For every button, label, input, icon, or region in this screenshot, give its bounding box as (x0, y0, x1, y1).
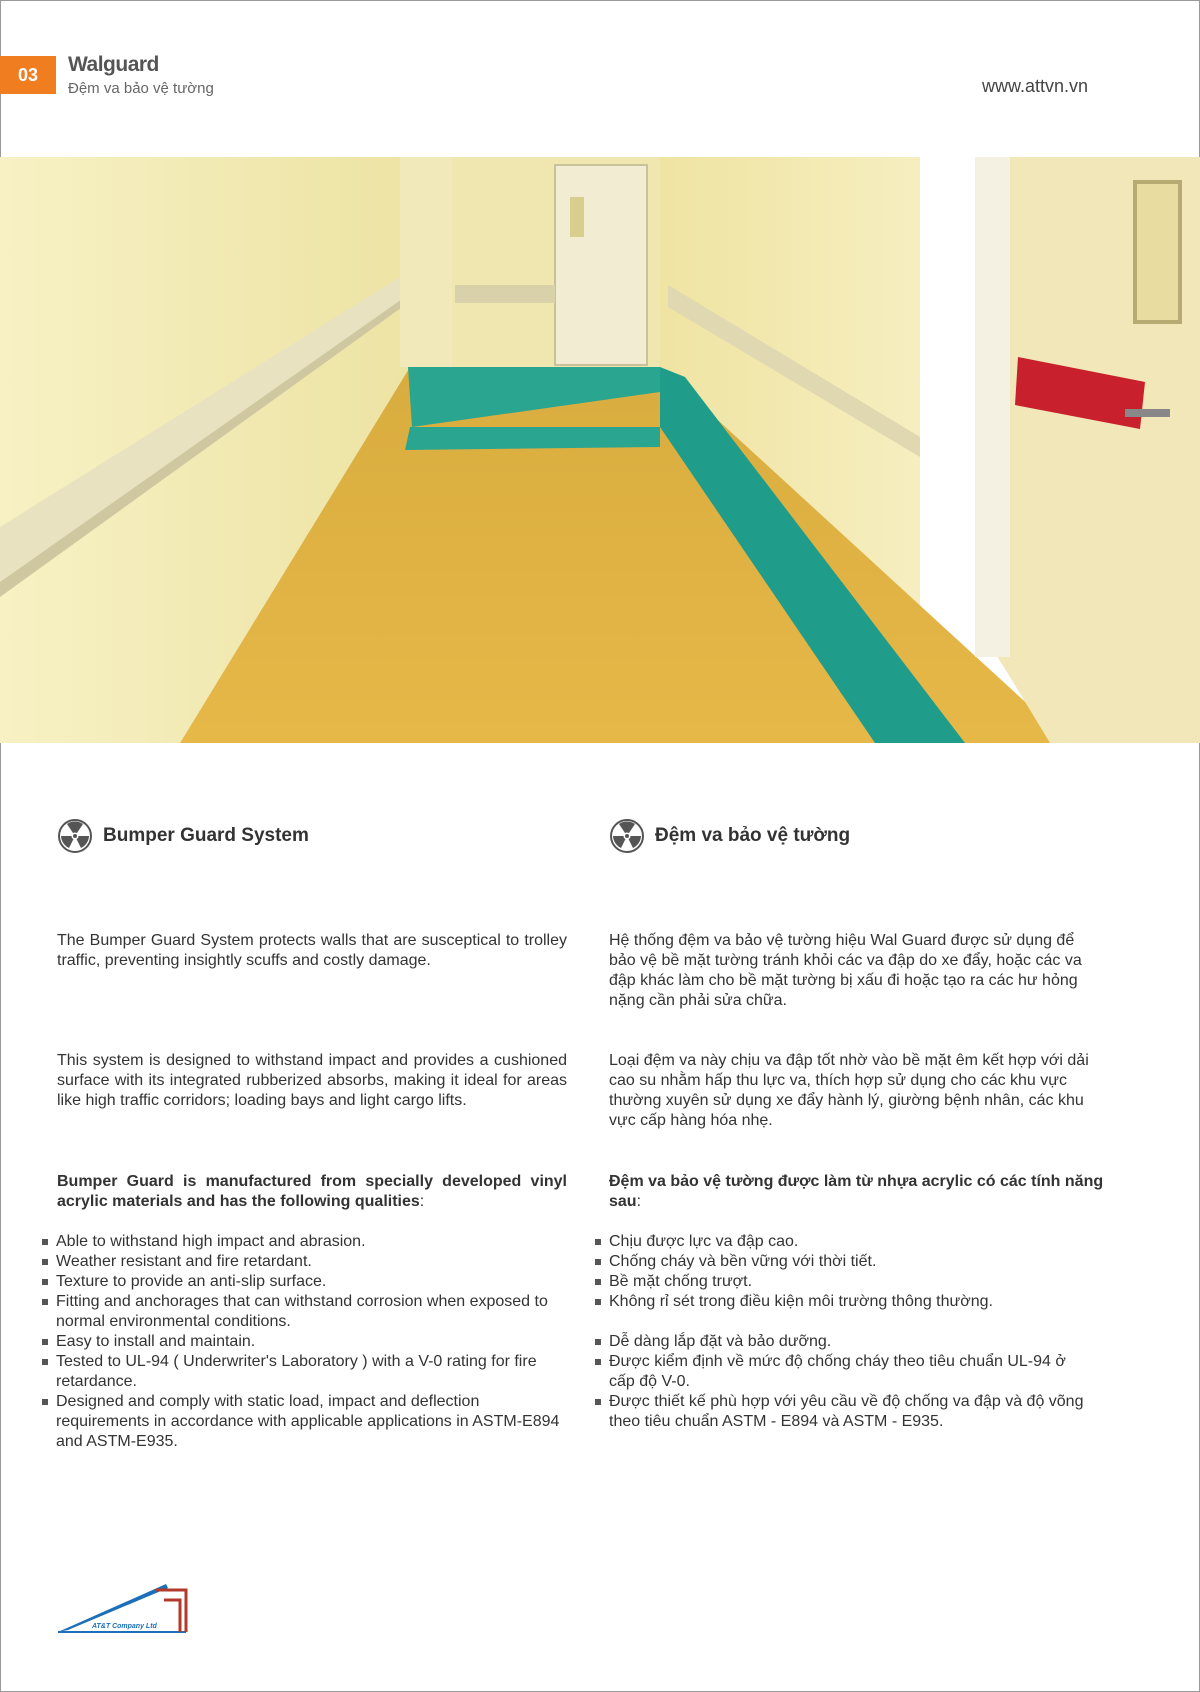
website-link[interactable]: www.attvn.vn (981, 76, 1088, 96)
list-item: Tested to UL-94 ( Underwriter's Laboratory ) with a V-0 rating for fire retardance. (40, 1352, 560, 1392)
list-item: Dễ dàng lắp đặt và bảo dưỡng. (593, 1332, 1093, 1352)
right-bullet-list (593, 1232, 1093, 1432)
list-item: Texture to provide an anti-slip surface. (40, 1272, 560, 1292)
right-paragraph-2: Loại đệm va này chịu va đập tốt nhờ vào bề mặt êm kết hợp với dải cao su nhằm hấp thu lực va, thích hợp sử dụng cho các khu vực thường xuyên sử dụng xe đẩy hành lý, giường bệnh nhân, các khu vực cấp hàng hóa nhẹ. (609, 1052, 1089, 1129)
list-item: Fitting and anchorages that can withstand corrosion when exposed to normal environmental conditions. (40, 1292, 560, 1332)
right-paragraph-1: Hệ thống đệm va bảo vệ tường hiệu Wal Guard được sử dụng để bảo vệ bề mặt tường tránh khỏi các va đập do xe đẩy, hoặc các va đập khác làm cho bề mặt tường bị xấu đi hoặc tạo ra các hư hỏng nặng cần phải sửa chữa. (609, 932, 1082, 1009)
radiation-icon (609, 818, 645, 854)
right-qualities-text: Đệm va bảo vệ tường được làm từ nhựa acrylic có các tính năng sau (609, 1173, 1104, 1210)
corridor-photo (0, 157, 1200, 743)
left-paragraph-1: The Bumper Guard System protects walls that are susceptical to trolley traffic, preventing insightly scuffs and costly damage. (57, 932, 567, 969)
left-heading-row (57, 818, 309, 854)
logo-mark (56, 1580, 196, 1634)
list-item: Weather resistant and fire retardant. (40, 1252, 560, 1272)
brand-title: Walguard (68, 53, 159, 76)
right-heading-row (609, 818, 850, 854)
list-item: Able to withstand high impact and abrasion. (40, 1232, 560, 1252)
right-heading: Đệm va bảo vệ tường (655, 825, 851, 846)
brand-block (68, 54, 214, 97)
left-bullet-list (40, 1232, 560, 1452)
right-qualities-intro (609, 1172, 1105, 1212)
list-item: Được thiết kế phù hợp với yêu cầu về độ chống va đập và độ võng theo tiêu chuẩn ASTM - E894 và ASTM - E935. (593, 1392, 1093, 1432)
page-number-badge: 03 (0, 56, 56, 94)
list-item: Designed and comply with static load, impact and deflection requirements in accordance with applicable applications in ASTM-E894 and ASTM-E935. (40, 1392, 560, 1452)
list-item: Chống cháy và bền vững với thời tiết. (593, 1252, 1093, 1272)
left-paragraph-2: This system is designed to withstand impact and provides a cushioned surface with its integrated rubberized absorbs, making it ideal for areas like high traffic corridors; loading bays and light cargo lifts. (57, 1052, 567, 1109)
right-qualities-colon: : (636, 1193, 642, 1210)
list-item: Chịu được lực va đập cao. (593, 1232, 1093, 1252)
corridor-illustration (0, 157, 1200, 743)
left-heading: Bumper Guard System (103, 825, 309, 846)
list-item: Được kiểm định về mức độ chống cháy theo tiêu chuẩn UL-94 ở cấp độ V-0. (593, 1352, 1093, 1392)
list-item: Không rỉ sét trong điều kiện môi trường thông thường. (593, 1292, 1093, 1312)
list-item: Easy to install and maintain. (40, 1332, 560, 1352)
left-qualities-colon: : (419, 1193, 425, 1210)
radiation-icon (57, 818, 93, 854)
company-logo (56, 1580, 196, 1634)
left-qualities-intro (57, 1172, 567, 1212)
logo-text: AT&T Company Ltd (92, 1623, 157, 1630)
brand-subtitle: Đệm va bảo vệ tường (68, 80, 214, 97)
left-qualities-text: Bumper Guard is manufactured from specially developed vinyl acrylic materials and has the following qualities (57, 1173, 567, 1210)
list-item: Bề mặt chống trượt. (593, 1272, 1093, 1292)
